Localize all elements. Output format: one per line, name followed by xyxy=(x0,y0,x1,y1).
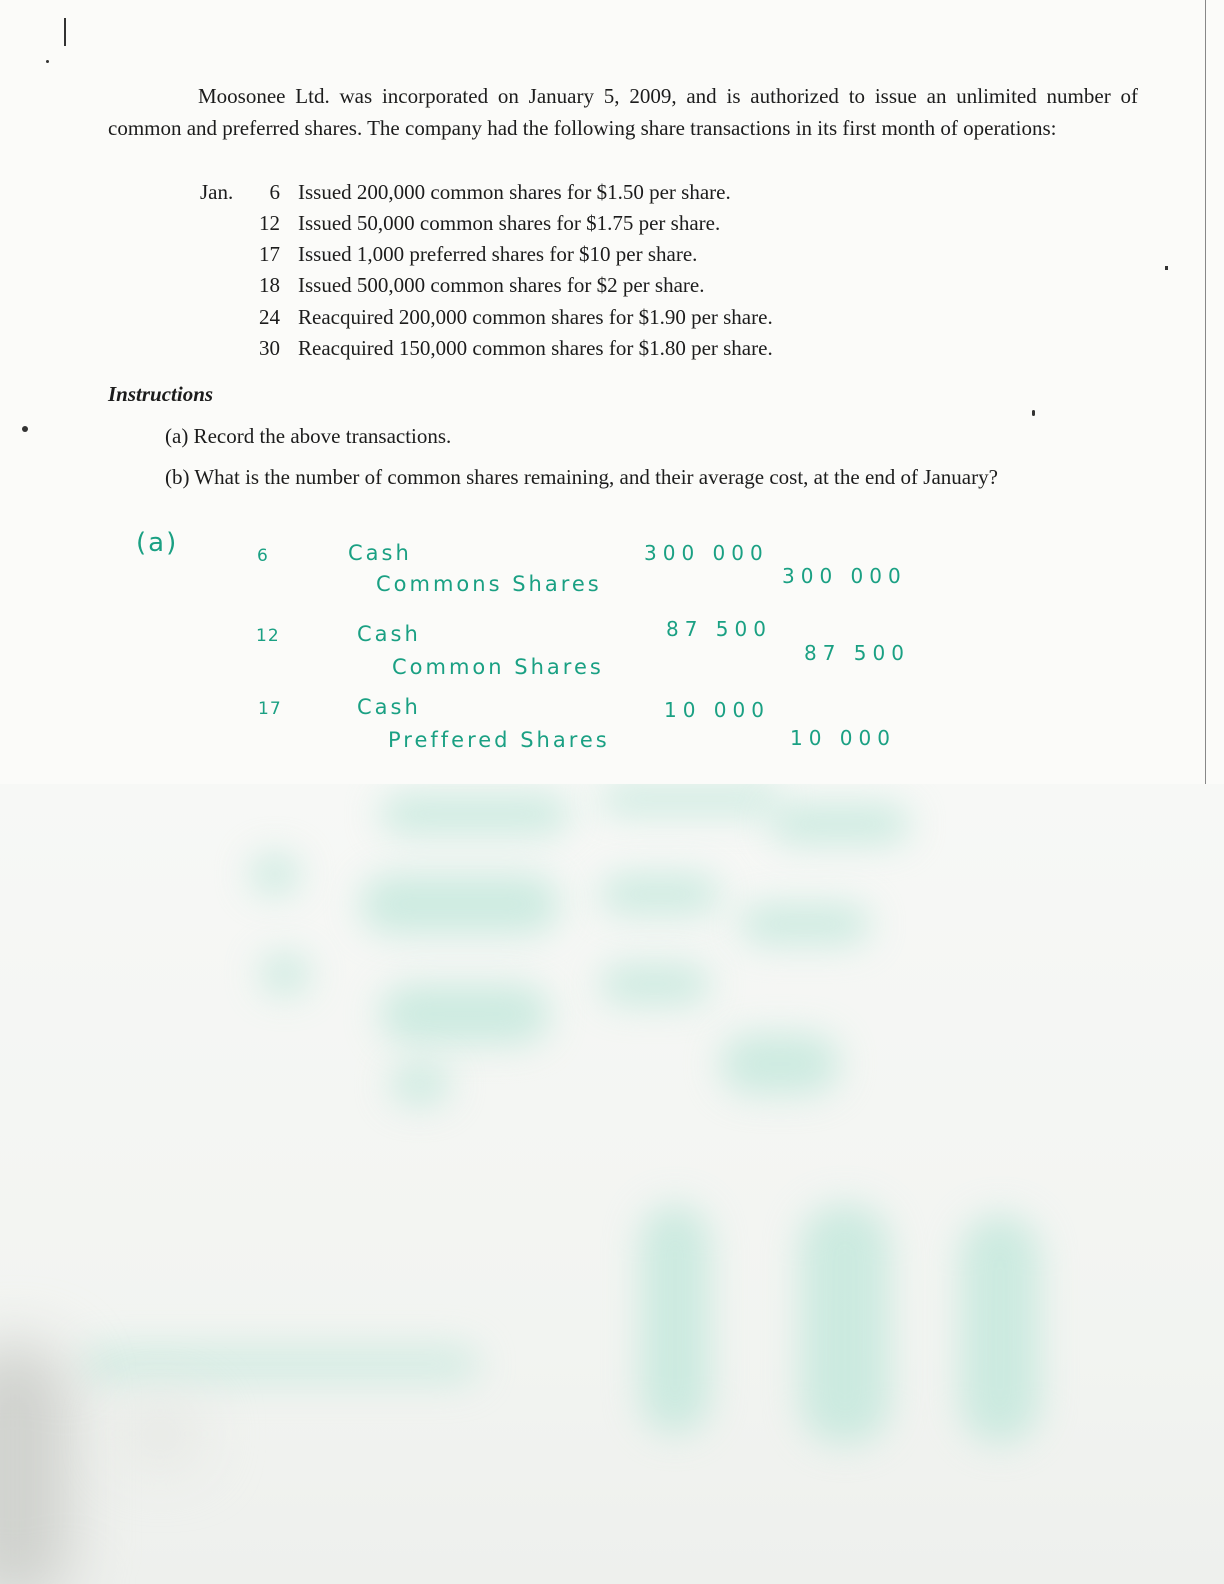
credit-amount: 300 000 xyxy=(782,564,907,588)
credit-account: Commons Shares xyxy=(376,572,602,596)
scan-edge xyxy=(1205,0,1206,784)
entry-day: 6 xyxy=(257,546,269,566)
blurred-ink xyxy=(380,984,550,1044)
scan-shadow xyxy=(0,1344,70,1584)
debit-amount: 87 500 xyxy=(666,617,772,641)
credit-amount: 87 500 xyxy=(804,641,910,665)
debit-amount: 10 000 xyxy=(664,698,770,722)
blurred-ink xyxy=(80,1344,480,1384)
blurred-ink xyxy=(600,874,720,914)
blurred-ink xyxy=(600,964,710,1004)
instruction-b: (b) What is the number of common shares remaining, and their average cost, at the end of January? xyxy=(165,465,998,489)
debit-account: Cash xyxy=(357,622,421,646)
transaction-day: 17 xyxy=(259,242,280,266)
blurred-ink xyxy=(600,784,780,814)
transaction-description: Issued 50,000 common shares for $1.75 per share. xyxy=(298,211,721,235)
transaction-day: 12 xyxy=(259,211,280,235)
blurred-ink xyxy=(960,1214,1040,1444)
credit-account: Preffered Shares xyxy=(388,728,610,752)
debit-account: Cash xyxy=(357,695,421,719)
blurred-ink xyxy=(260,954,310,994)
transaction-day: 24 xyxy=(259,305,280,329)
blurred-ink xyxy=(250,854,300,894)
blurred-ink xyxy=(380,794,570,834)
transaction-day: 6 xyxy=(269,180,280,204)
scan-speck xyxy=(1032,410,1035,416)
scan-shadow xyxy=(120,1404,200,1464)
debit-account: Cash xyxy=(348,541,412,565)
blurred-ink xyxy=(720,1034,840,1094)
transaction-description: Issued 1,000 preferred shares for $10 per share. xyxy=(298,242,698,266)
entry-day: 12 xyxy=(256,626,280,646)
transaction-month: Jan. xyxy=(200,180,234,204)
scan-mark xyxy=(64,18,66,46)
blurred-ink xyxy=(770,804,910,844)
transaction-description: Issued 200,000 common shares for $1.50 per share. xyxy=(298,180,731,204)
instruction-a: (a) Record the above transactions. xyxy=(165,424,452,448)
credit-account: Common Shares xyxy=(392,655,604,679)
scan-speck xyxy=(1165,266,1168,270)
blurred-ink xyxy=(360,874,560,934)
blurred-ink xyxy=(740,904,870,944)
transaction-description: Issued 500,000 common shares for $2 per share. xyxy=(298,273,705,297)
transaction-description: Reacquired 150,000 common shares for $1.80 per share. xyxy=(298,336,773,360)
blurred-ink xyxy=(640,1204,710,1434)
transaction-description: Reacquired 200,000 common shares for $1.90 per share. xyxy=(298,305,773,329)
scan-speck xyxy=(22,426,28,432)
blurred-ink xyxy=(390,1064,450,1104)
entry-day: 17 xyxy=(258,699,282,719)
blurred-ink xyxy=(800,1204,890,1444)
credit-amount: 10 000 xyxy=(790,726,896,750)
transaction-day: 18 xyxy=(259,273,280,297)
blurred-region xyxy=(0,784,1224,1584)
problem-intro: Moosonee Ltd. was incorporated on January 5, 2009, and is authorized to issue an unlimited number of common and preferred shares. The company had the following share transactions in its first month of operations: xyxy=(108,84,1138,140)
scan-speck xyxy=(46,60,49,63)
instructions-heading: Instructions xyxy=(108,382,214,406)
transaction-day: 30 xyxy=(259,336,280,360)
debit-amount: 300 000 xyxy=(644,541,769,565)
answer-part-label: (a) xyxy=(136,528,179,558)
